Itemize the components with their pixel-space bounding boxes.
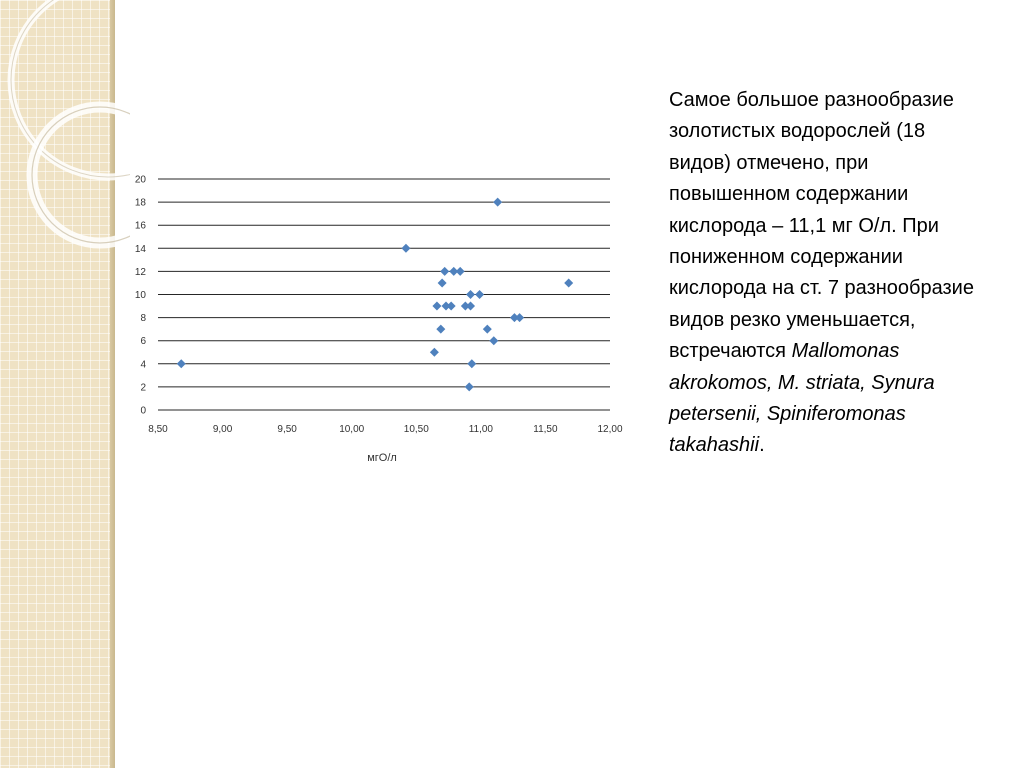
x-tick-label: 10,50 bbox=[403, 424, 429, 435]
data-point bbox=[401, 244, 410, 253]
data-point bbox=[483, 325, 492, 334]
y-tick-label: 14 bbox=[134, 243, 146, 255]
data-point bbox=[177, 359, 186, 368]
data-point bbox=[430, 348, 439, 357]
data-point bbox=[465, 382, 474, 391]
scatter-chart bbox=[118, 165, 638, 475]
data-point bbox=[466, 290, 475, 299]
y-tick-label: 6 bbox=[140, 336, 146, 348]
data-point bbox=[467, 359, 476, 368]
data-point bbox=[515, 313, 524, 322]
y-tick-label: 18 bbox=[134, 197, 146, 209]
species-names: Mallomonas akrokomos, M. striata, Synura petersenii, Spiniferomonas takahashii bbox=[669, 340, 935, 457]
data-point bbox=[475, 290, 484, 299]
y-tick-label: 20 bbox=[134, 174, 146, 186]
x-tick-label: 9,50 bbox=[277, 424, 297, 435]
y-tick-label: 4 bbox=[140, 359, 146, 371]
y-tick-label: 0 bbox=[140, 405, 146, 417]
data-point bbox=[436, 325, 445, 334]
data-point bbox=[438, 278, 447, 287]
x-tick-label: 8,50 bbox=[148, 424, 168, 435]
x-axis-tick-labels bbox=[148, 424, 623, 435]
data-point bbox=[440, 267, 449, 276]
data-point bbox=[489, 336, 498, 345]
x-tick-label: 11,50 bbox=[533, 424, 558, 435]
data-point bbox=[456, 267, 465, 276]
data-point bbox=[447, 302, 456, 311]
y-tick-label: 16 bbox=[134, 220, 146, 232]
y-tick-label: 2 bbox=[140, 382, 146, 394]
y-tick-label: 10 bbox=[134, 290, 146, 301]
x-axis-title: мгО/л bbox=[367, 452, 397, 464]
slide-body-text bbox=[669, 85, 979, 462]
y-axis-tick-labels bbox=[135, 175, 147, 417]
y-tick-label: 8 bbox=[140, 313, 146, 325]
body-text-segment: Самое большое разнообразие золотистых водорослей (18 видов) отмечено, при повышенном содержании кислорода – 11,1 мг О/л. При пониженном содержании кислорода на ст. 7 разнообразие видов резко уменьшается, встречаются bbox=[669, 89, 974, 363]
x-tick-label: 10,00 bbox=[339, 424, 365, 435]
data-point bbox=[432, 302, 441, 311]
data-point bbox=[564, 278, 573, 287]
x-tick-label: 9,00 bbox=[212, 424, 233, 435]
gridlines bbox=[158, 179, 610, 410]
x-tick-label: 12,00 bbox=[597, 424, 623, 435]
x-tick-label: 11,00 bbox=[468, 424, 494, 435]
data-point bbox=[466, 302, 475, 311]
y-tick-label: 12 bbox=[134, 266, 146, 278]
decorative-rings bbox=[0, 0, 130, 260]
body-text-segment: . bbox=[759, 434, 765, 457]
data-point bbox=[493, 198, 502, 207]
